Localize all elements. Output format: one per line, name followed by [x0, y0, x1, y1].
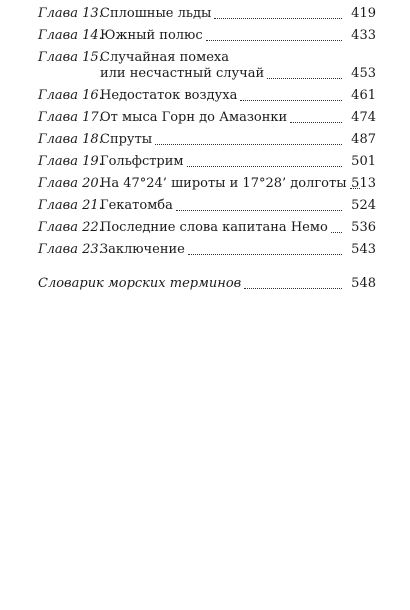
toc-entry-glossary: [38, 270, 376, 292]
glossary-title: Словарик морских терминов: [38, 276, 242, 291]
toc-entry-21: [38, 192, 376, 214]
chapter-title-block: [100, 28, 342, 44]
chapter-title-block: [100, 220, 342, 236]
page-number: 513: [351, 176, 376, 191]
page-number: 461: [351, 88, 376, 103]
dot-leader: [331, 232, 342, 233]
dot-leader: [290, 122, 342, 123]
toc-entry-19: [38, 148, 376, 170]
chapter-title-block: [100, 198, 342, 214]
chapter-title: На 47°24’ широты и 17°28’ долготы: [100, 176, 347, 191]
chapter-title: Гекатомба: [100, 198, 173, 213]
dot-leader: [244, 288, 342, 289]
chapter-title-block: [100, 154, 342, 170]
chapter-title: Спруты: [100, 132, 153, 147]
page-number: 548: [351, 276, 376, 291]
page-number: 474: [351, 110, 376, 125]
dot-leader: [240, 100, 342, 101]
chapter-title-line1: Случайная помеха: [100, 50, 229, 65]
page-number: 419: [351, 6, 376, 21]
chapter-title-block: [100, 242, 342, 258]
page-number: 501: [351, 154, 376, 169]
chapter-title: Гольфстрим: [100, 154, 184, 169]
page-number: 524: [351, 198, 376, 213]
toc-entry-15: [38, 44, 376, 82]
chapter-title: Сплошные льды: [100, 6, 212, 21]
chapter-title: Последние слова капитана Немо: [100, 220, 328, 235]
spacer: [38, 258, 376, 270]
toc-entry-23: [38, 236, 376, 258]
dot-leader: [267, 78, 342, 79]
chapter-title-line2: или несчастный случай: [100, 66, 265, 81]
chapter-title-block: [100, 110, 342, 126]
chapter-label: Глава 22.: [38, 220, 103, 235]
chapter-label: Глава 14.: [38, 28, 103, 43]
chapter-label: Глава 15.: [38, 50, 103, 65]
page-number: 433: [351, 28, 376, 43]
chapter-title: От мыса Горн до Амазонки: [100, 110, 288, 125]
chapter-title-block: [100, 88, 342, 104]
toc-entry-18: [38, 126, 376, 148]
chapter-label: Глава 23.: [38, 242, 103, 257]
chapter-label: Глава 20.: [38, 176, 103, 191]
toc-entry-22: [38, 214, 376, 236]
chapter-label: Глава 18.: [38, 132, 103, 147]
chapter-title-block: [100, 132, 342, 148]
dot-leader: [176, 210, 342, 211]
page-number: 536: [351, 220, 376, 235]
dot-leader: [214, 18, 342, 19]
dot-leader: [187, 166, 342, 167]
chapter-title: Заключение: [100, 242, 185, 257]
chapter-label: Глава 19.: [38, 154, 103, 169]
chapter-title-block: [100, 6, 342, 22]
chapter-label: Глава 17.: [38, 110, 103, 125]
chapter-title-block: [100, 176, 347, 192]
chapter-label: Глава 21.: [38, 198, 103, 213]
chapter-title: Недостаток воздуха: [100, 88, 238, 103]
toc-entry-17: [38, 104, 376, 126]
chapter-label: Глава 16.: [38, 88, 103, 103]
toc-entry-13: [38, 0, 376, 22]
toc-entry-16: [38, 82, 376, 104]
dot-leader: [206, 40, 342, 41]
dot-leader: [155, 144, 342, 145]
page-number: 453: [351, 66, 376, 81]
chapter-label: Глава 13.: [38, 6, 103, 21]
page-number: 487: [351, 132, 376, 147]
toc-entry-14: [38, 22, 376, 44]
dot-leader: [188, 254, 342, 255]
chapter-title-block: [100, 50, 342, 82]
glossary-title-block: [38, 276, 342, 292]
page-number: 543: [351, 242, 376, 257]
toc-entry-20: [38, 170, 376, 192]
chapter-title: Южный полюс: [100, 28, 203, 43]
table-of-contents: [38, 0, 376, 292]
